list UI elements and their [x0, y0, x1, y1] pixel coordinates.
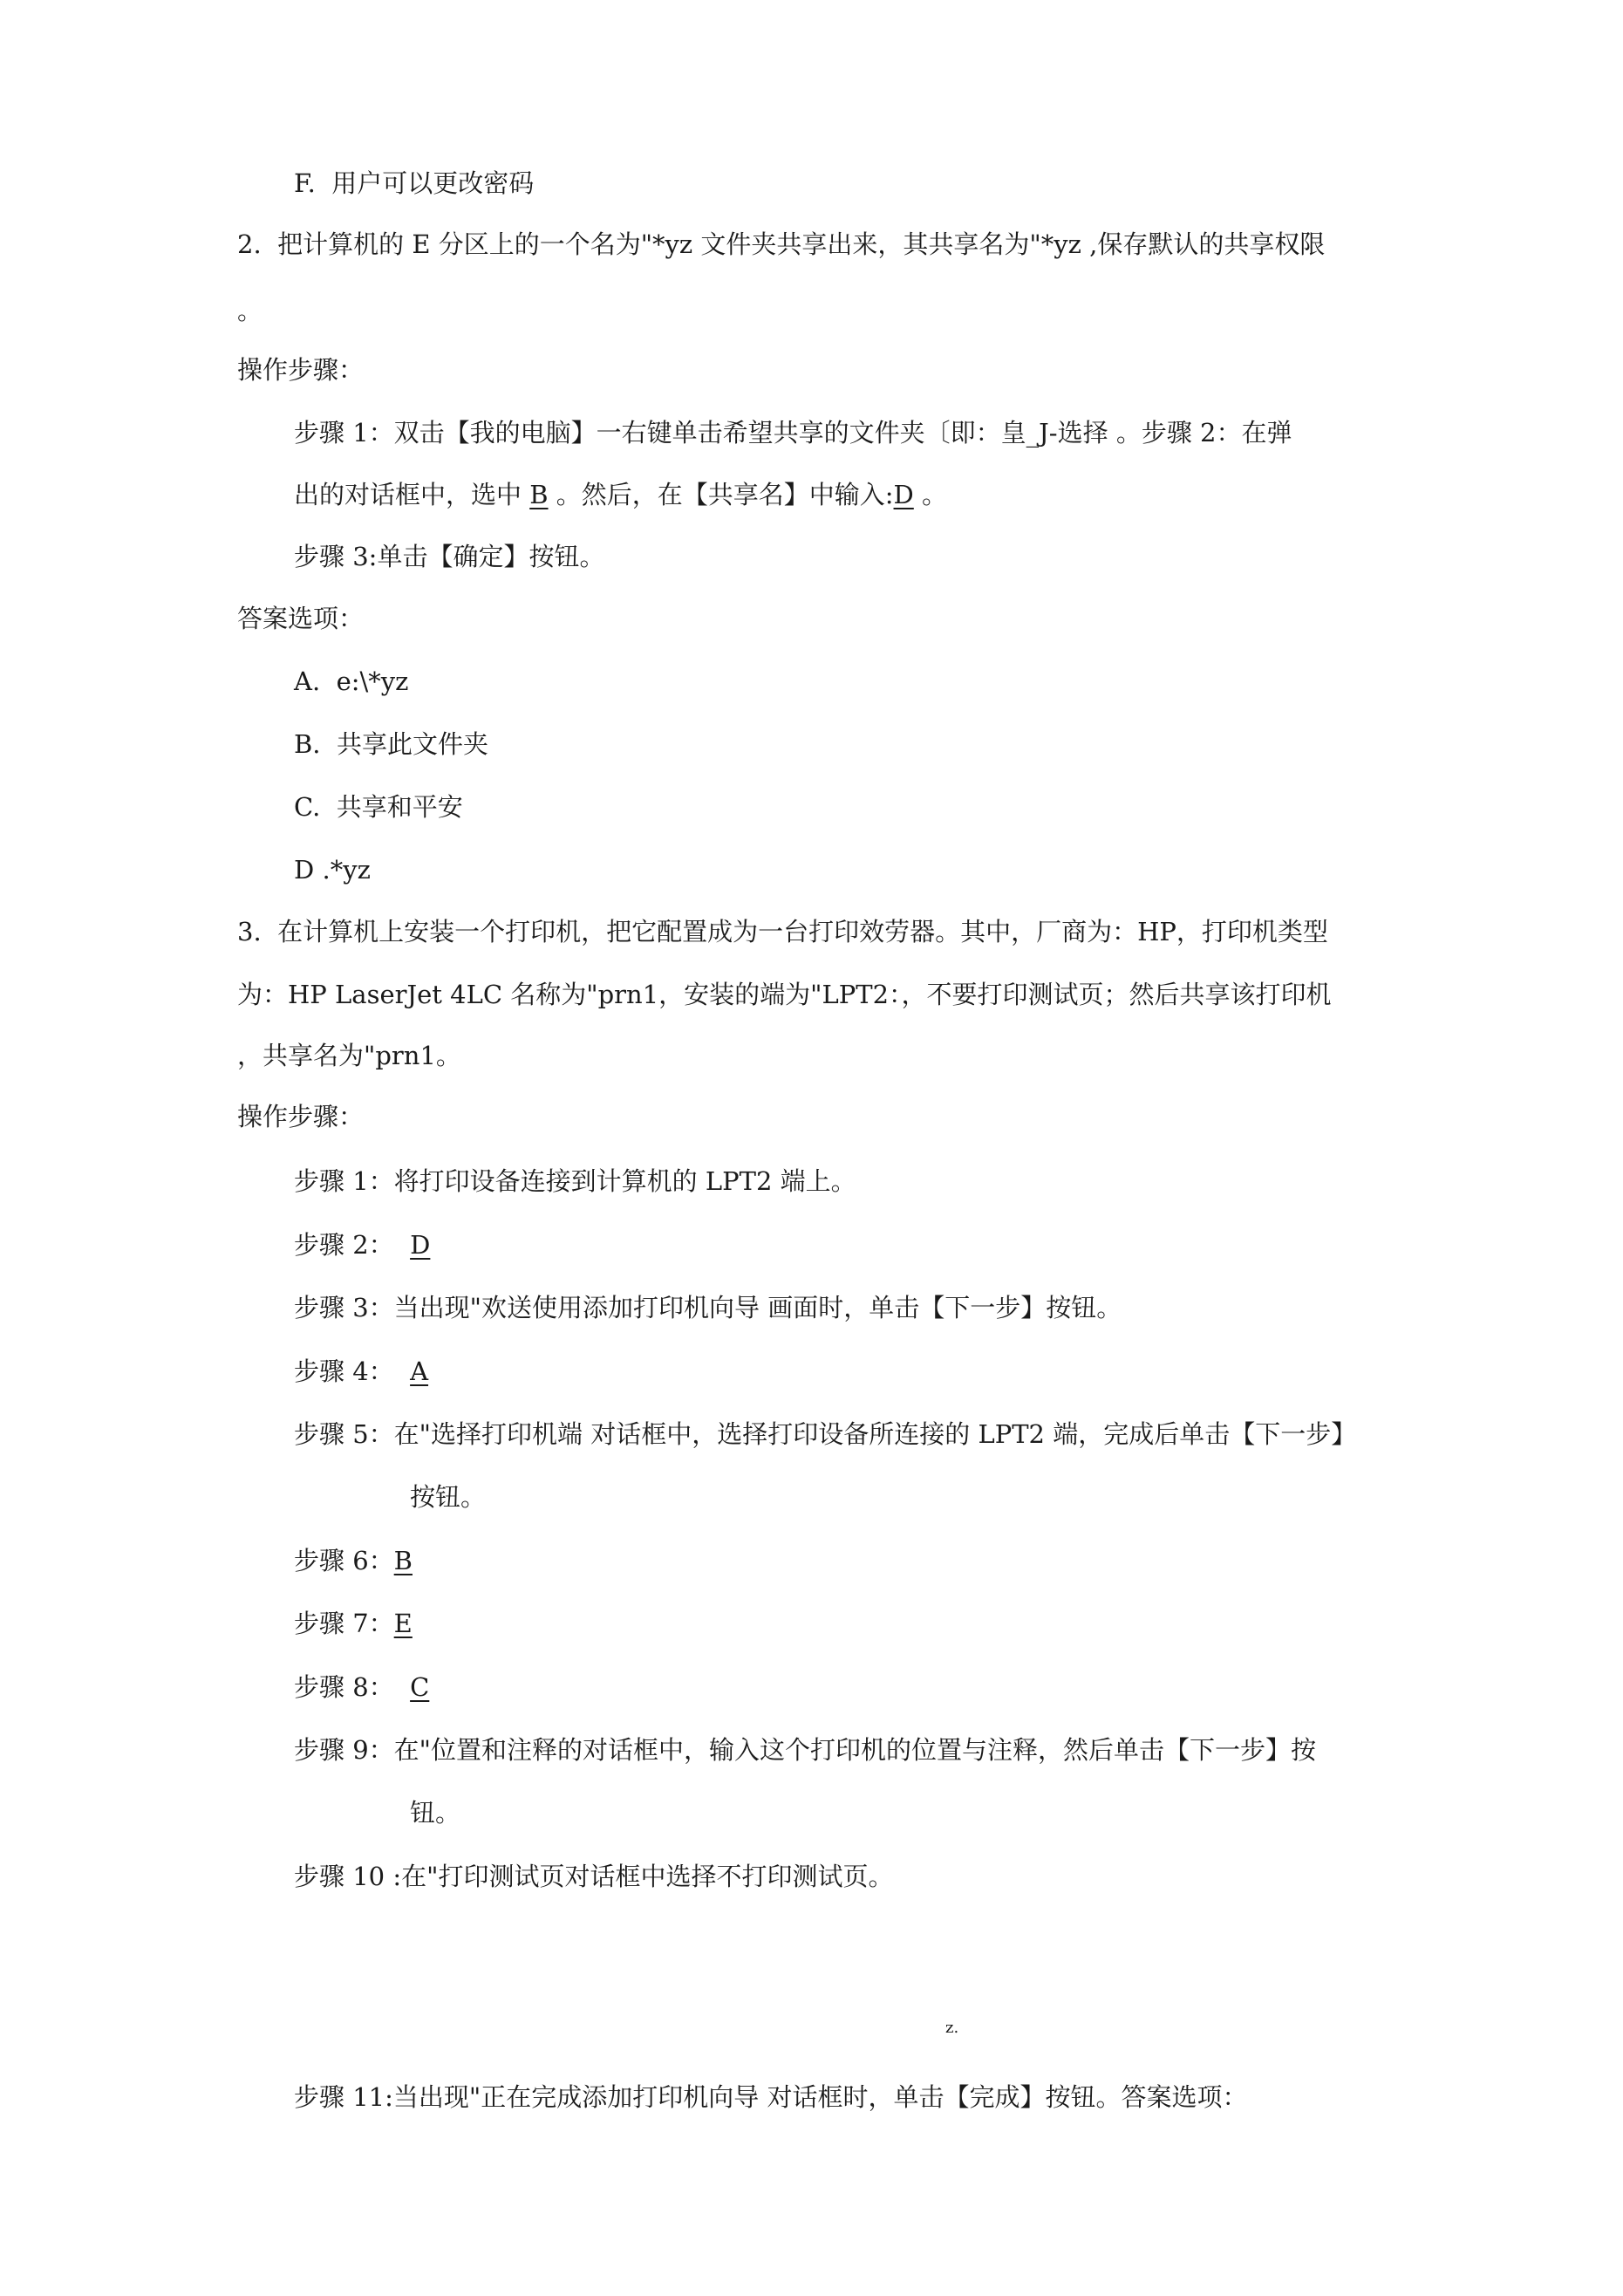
q3-step10: 步骤 10 :在"打印测试页对话框中选择不打印测试页。 [294, 1862, 894, 1891]
q2-answers-label: 答案选项： [237, 604, 365, 633]
question-2-continuation: 。 [237, 296, 263, 325]
q3-step4-answer: A [410, 1356, 429, 1386]
q3-step9: 步骤 9：在"位置和注释的对话框中，输入这个打印机的位置与注释，然后单击【下一步】按 [294, 1735, 1317, 1765]
q3-step6-answer: B [393, 1546, 413, 1575]
q2-answer-blank-b: B [529, 480, 549, 509]
q2-step1-text-mid: 。然后，在【共享名】中输入: [548, 480, 894, 509]
q2-answer-blank-d: D [893, 480, 914, 509]
q3-step4 [294, 1354, 428, 1389]
q3-step2 [294, 1227, 430, 1262]
q3-step2-label: 步骤 2： [294, 1230, 411, 1260]
q2-option-a: A. e:\*yz [294, 666, 409, 696]
q3-step8-answer: C [410, 1672, 430, 1702]
q2-step1-text: 出的对话框中，选中 [294, 480, 530, 509]
q3-step7-label: 步骤 7： [294, 1609, 394, 1638]
q3-step7-answer: E [393, 1609, 413, 1638]
q3-step3: 步骤 3：当出现"欢送使用添加打印机向导 画面时，单击【下一步】按钮。 [294, 1293, 1122, 1322]
q3-step6 [294, 1543, 413, 1578]
q3-step8-label: 步骤 8： [294, 1672, 411, 1702]
q2-step1: 步骤 1：双击【我的电脑】一右键单击希望共享的文件夹〔即：皇_J-选择 。步骤 2：在弹 [294, 418, 1292, 448]
q3-step4-label: 步骤 4： [294, 1356, 411, 1386]
question-3-text-line2: 为：HP LaserJet 4LC 名称为"prn1，安装的端为"LPT2：，不要打印测试页；然后共享该打印机 [237, 980, 1332, 1009]
q2-step3: 步骤 3:单击【确定】按钮。 [294, 542, 605, 571]
page-footer-mark: z. [945, 2019, 959, 2037]
option-f: F. 用户可以更改密码 [294, 168, 535, 198]
q3-step9-continuation: 钮。 [410, 1798, 461, 1828]
q2-step1-text-end: 。 [913, 480, 948, 509]
q3-step5-continuation: 按钮。 [410, 1482, 487, 1512]
q3-step11: 步骤 11:当出现"正在完成添加打印机向导 对话框时，单击【完成】按钮。答案选项： [294, 2082, 1248, 2112]
q2-option-b: B. 共享此文件夹 [294, 729, 488, 759]
q3-step8 [294, 1670, 429, 1705]
q3-steps-label: 操作步骤： [237, 1102, 365, 1131]
q3-step6-label: 步骤 6： [294, 1546, 394, 1575]
question-3-text-line3: ，共享名为"prn1。 [237, 1041, 461, 1070]
q3-step7 [294, 1606, 413, 1641]
question-3-text: 3. 在计算机上安装一个打印机，把它配置成为一台打印效劳器。其中，厂商为：HP，打印机类型 [237, 917, 1328, 946]
q3-step5: 步骤 5：在"选择打印机端 对话框中，选择打印设备所连接的 LPT2 端，完成后单击【下一步】 [294, 1419, 1357, 1449]
question-2-text: 2. 把计算机的 E 分区上的一个名为"*yz 文件夹共享出来，其共享名为"*yz ,保存默认的共享权限 [237, 229, 1326, 259]
q2-steps-label: 操作步骤： [237, 355, 365, 385]
q2-step1-continuation [294, 477, 947, 512]
q3-step2-answer: D [410, 1230, 431, 1260]
q2-option-c: C. 共享和平安 [294, 792, 463, 822]
q3-step1: 步骤 1：将打印设备连接到计算机的 LPT2 端上。 [294, 1166, 856, 1196]
q2-option-d: D .*yz [294, 855, 371, 885]
